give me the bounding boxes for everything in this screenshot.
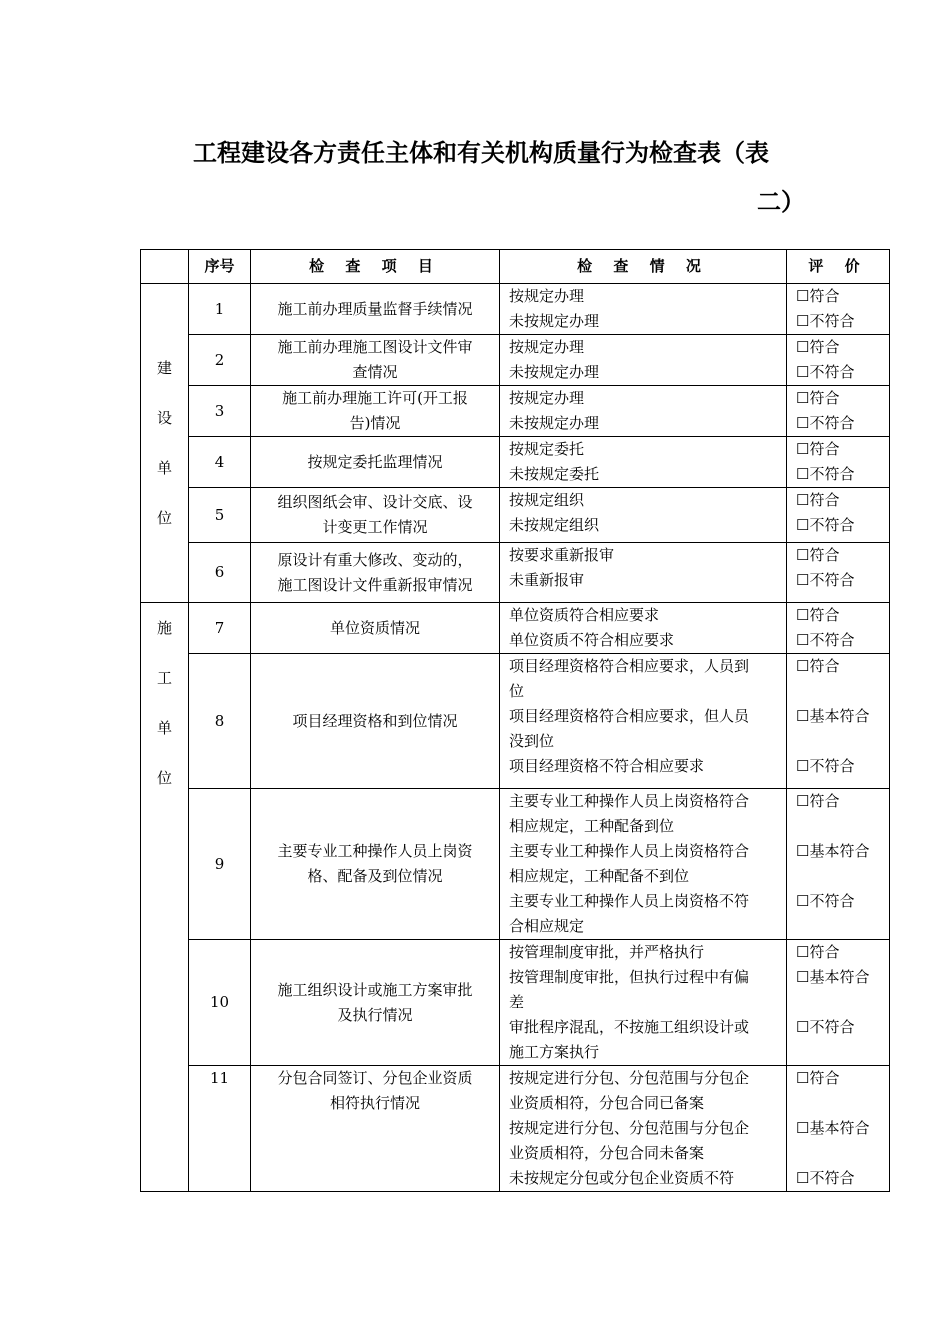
table-row bbox=[141, 654, 890, 789]
table-row bbox=[141, 335, 890, 386]
group-char: 建 bbox=[156, 359, 172, 377]
cell-line bbox=[796, 1141, 885, 1166]
cell-line: 施工组织设计或施工方案审批 bbox=[277, 980, 473, 999]
cell-line: ☐不符合 bbox=[796, 631, 855, 649]
cell-line: 位 bbox=[509, 682, 525, 700]
cell-line: 主要专业工种操作人员上岗资格不符 bbox=[509, 892, 750, 910]
table-row bbox=[141, 789, 890, 940]
group-char: 单 bbox=[156, 459, 172, 477]
cell-line: ☐不符合 bbox=[796, 1018, 855, 1036]
cell-line bbox=[796, 864, 885, 889]
cell-line: 未按规定委托 bbox=[509, 465, 600, 483]
cell-line: ☐基本符合 bbox=[796, 968, 870, 986]
cell-item bbox=[251, 335, 500, 386]
cell-item bbox=[251, 603, 500, 654]
cell-line: 业资质相符，分包合同已备案 bbox=[509, 1094, 705, 1112]
cell-line: 按规定委托监理情况 bbox=[307, 452, 443, 471]
cell-condition bbox=[500, 789, 787, 940]
cell-item bbox=[251, 284, 500, 335]
cell-line: ☐基本符合 bbox=[796, 707, 870, 725]
group-char: 设 bbox=[156, 409, 172, 427]
cell-line: 施工图设计文件重新报审情况 bbox=[277, 575, 473, 594]
cell-line: 未按规定分包或分包企业资质不符 bbox=[509, 1169, 735, 1187]
cell-line: ☐符合 bbox=[796, 389, 840, 407]
cell-seq: 5 bbox=[189, 488, 251, 543]
cell-line: 按规定办理 bbox=[509, 338, 585, 356]
cell-evaluation bbox=[787, 603, 890, 654]
group-contractor-unit bbox=[141, 603, 189, 1192]
cell-line: 组织图纸会审、设计交底、设 bbox=[277, 493, 473, 511]
cell-line: 项目经理资格和到位情况 bbox=[292, 711, 458, 730]
cell-line: ☐不符合 bbox=[796, 363, 855, 381]
table-row bbox=[141, 437, 890, 488]
cell-line: ☐基本符合 bbox=[796, 842, 870, 860]
cell-seq: 6 bbox=[189, 543, 251, 603]
cell-condition bbox=[500, 386, 787, 437]
cell-line: 差 bbox=[509, 993, 525, 1011]
cell-condition bbox=[500, 1066, 787, 1192]
cell-line: 相应规定，工种配备不到位 bbox=[509, 867, 690, 885]
cell-line: 按规定办理 bbox=[509, 287, 585, 305]
cell-item bbox=[251, 789, 500, 940]
cell-line: 按规定组织 bbox=[509, 491, 585, 509]
cell-line: ☐符合 bbox=[796, 491, 840, 509]
cell-line: 未重新报审 bbox=[509, 571, 585, 589]
cell-line: 格、配备及到位情况 bbox=[307, 867, 443, 885]
cell-seq: 10 bbox=[189, 940, 251, 1066]
cell-line: 合相应规定 bbox=[509, 917, 585, 935]
cell-line: 审批程序混乱，不按施工组织设计或 bbox=[509, 1018, 750, 1036]
cell-evaluation bbox=[787, 940, 890, 1066]
cell-line: 施工前办理施工图设计文件审 bbox=[277, 338, 473, 356]
cell-evaluation bbox=[787, 654, 890, 789]
table-body bbox=[141, 284, 890, 1192]
cell-line: 未按规定办理 bbox=[509, 363, 600, 381]
cell-line: 按管理制度审批，但执行过程中有偏 bbox=[509, 968, 750, 986]
cell-line: ☐不符合 bbox=[796, 757, 855, 775]
cell-line: 未按规定办理 bbox=[509, 312, 600, 330]
cell-evaluation bbox=[787, 284, 890, 335]
cell-seq: 4 bbox=[189, 437, 251, 488]
cell-evaluation bbox=[787, 488, 890, 543]
cell-line: 施工方案执行 bbox=[509, 1043, 600, 1061]
cell-line: ☐符合 bbox=[796, 792, 840, 810]
group-char: 施 bbox=[156, 619, 172, 637]
cell-line: ☐符合 bbox=[796, 943, 840, 961]
cell-line bbox=[796, 1091, 885, 1116]
table-row bbox=[141, 543, 890, 603]
table-row bbox=[141, 1066, 890, 1192]
cell-line: ☐不符合 bbox=[796, 892, 855, 910]
cell-line: 单位资质符合相应要求 bbox=[509, 606, 660, 624]
cell-condition bbox=[500, 488, 787, 543]
cell-item bbox=[251, 940, 500, 1066]
header-seq: 序号 bbox=[189, 250, 251, 284]
cell-line: 主要专业工种操作人员上岗资格符合 bbox=[509, 842, 750, 860]
cell-line: 原设计有重大修改、变动的， bbox=[277, 550, 473, 569]
table-header-row bbox=[141, 250, 890, 284]
cell-line: ☐不符合 bbox=[796, 1169, 855, 1187]
cell-line: ☐基本符合 bbox=[796, 1119, 870, 1137]
cell-line: 施工前办理施工许可(开工报 bbox=[282, 389, 468, 407]
cell-line: 按规定进行分包、分包范围与分包企 bbox=[509, 1119, 750, 1137]
cell-line: 按规定办理 bbox=[509, 389, 585, 407]
group-char: 工 bbox=[156, 669, 172, 687]
cell-condition bbox=[500, 437, 787, 488]
cell-line: 未按规定办理 bbox=[509, 414, 600, 432]
cell-line: ☐符合 bbox=[796, 657, 840, 675]
cell-line: ☐符合 bbox=[796, 1069, 840, 1087]
cell-evaluation bbox=[787, 437, 890, 488]
header-condition: 检 查 情 况 bbox=[500, 250, 787, 284]
cell-condition bbox=[500, 603, 787, 654]
cell-line: ☐不符合 bbox=[796, 414, 855, 432]
group-construction-unit bbox=[141, 284, 189, 603]
cell-item bbox=[251, 488, 500, 543]
cell-line: 及执行情况 bbox=[337, 1005, 413, 1024]
cell-evaluation bbox=[787, 1066, 890, 1192]
cell-line: ☐符合 bbox=[796, 338, 840, 356]
cell-line: 业资质相符，分包合同未备案 bbox=[509, 1144, 705, 1162]
cell-item bbox=[251, 543, 500, 603]
cell-seq: 8 bbox=[189, 654, 251, 789]
inspection-table bbox=[140, 249, 890, 1192]
header-evaluation: 评 价 bbox=[787, 250, 890, 284]
cell-line: 没到位 bbox=[509, 732, 555, 750]
cell-line: 项目经理资格不符合相应要求 bbox=[509, 757, 705, 775]
cell-line: ☐不符合 bbox=[796, 465, 855, 483]
cell-line: ☐不符合 bbox=[796, 571, 855, 589]
cell-item bbox=[251, 437, 500, 488]
cell-condition bbox=[500, 940, 787, 1066]
cell-line bbox=[796, 914, 885, 939]
table-row bbox=[141, 488, 890, 543]
group-char: 单 bbox=[156, 719, 172, 737]
cell-line: 按要求重新报审 bbox=[509, 546, 615, 564]
cell-line: 按规定委托 bbox=[509, 440, 585, 458]
cell-seq: 11 bbox=[189, 1066, 251, 1192]
cell-condition bbox=[500, 543, 787, 603]
page-title-continued: 二） bbox=[757, 188, 805, 216]
cell-line: 按规定进行分包、分包范围与分包企 bbox=[509, 1069, 750, 1087]
page-title: 工程建设各方责任主体和有关机构质量行为检查表（表 bbox=[193, 139, 769, 167]
cell-line: ☐符合 bbox=[796, 287, 840, 305]
cell-line: ☐符合 bbox=[796, 606, 840, 624]
cell-line: ☐不符合 bbox=[796, 312, 855, 330]
cell-line: 主要专业工种操作人员上岗资 bbox=[277, 842, 473, 860]
group-char: 位 bbox=[156, 509, 172, 527]
cell-line: 未按规定组织 bbox=[509, 516, 600, 534]
cell-seq: 2 bbox=[189, 335, 251, 386]
cell-condition bbox=[500, 284, 787, 335]
cell-line: ☐不符合 bbox=[796, 516, 855, 534]
cell-line: 按管理制度审批，并严格执行 bbox=[509, 943, 705, 961]
cell-line bbox=[796, 1040, 885, 1065]
table-row bbox=[141, 940, 890, 1066]
group-char: 位 bbox=[156, 769, 172, 787]
cell-line bbox=[796, 679, 885, 704]
cell-line: 主要专业工种操作人员上岗资格符合 bbox=[509, 792, 750, 810]
cell-evaluation bbox=[787, 789, 890, 940]
cell-line: 项目经理资格符合相应要求，人员到 bbox=[509, 657, 750, 675]
cell-condition bbox=[500, 654, 787, 789]
cell-seq: 1 bbox=[189, 284, 251, 335]
cell-evaluation bbox=[787, 386, 890, 437]
cell-line: 查情况 bbox=[352, 363, 398, 381]
cell-item bbox=[251, 386, 500, 437]
cell-line: ☐符合 bbox=[796, 440, 840, 458]
table-row bbox=[141, 603, 890, 654]
cell-evaluation bbox=[787, 335, 890, 386]
table-row bbox=[141, 386, 890, 437]
cell-item bbox=[251, 1066, 500, 1192]
cell-line: 单位资质不符合相应要求 bbox=[509, 631, 675, 649]
cell-line: 施工前办理质量监督手续情况 bbox=[277, 299, 473, 318]
cell-evaluation bbox=[787, 543, 890, 603]
cell-line bbox=[796, 814, 885, 839]
cell-line: 告)情况 bbox=[349, 414, 401, 432]
cell-line: 计变更工作情况 bbox=[322, 518, 428, 536]
cell-line: ☐符合 bbox=[796, 546, 840, 564]
cell-line bbox=[796, 729, 885, 754]
table-row bbox=[141, 284, 890, 335]
cell-seq: 9 bbox=[189, 789, 251, 940]
cell-line: 项目经理资格符合相应要求，但人员 bbox=[509, 707, 750, 725]
cell-item bbox=[251, 654, 500, 789]
cell-line: 相符执行情况 bbox=[329, 1094, 420, 1112]
cell-seq: 7 bbox=[189, 603, 251, 654]
cell-line bbox=[796, 990, 885, 1015]
cell-seq: 3 bbox=[189, 386, 251, 437]
cell-condition bbox=[500, 335, 787, 386]
cell-line: 分包合同签订、分包企业资质 bbox=[277, 1069, 473, 1087]
cell-line: 单位资质情况 bbox=[329, 618, 420, 637]
cell-line: 相应规定，工种配备到位 bbox=[509, 817, 675, 835]
header-group bbox=[141, 250, 189, 284]
header-item: 检 查 项 目 bbox=[251, 250, 500, 284]
